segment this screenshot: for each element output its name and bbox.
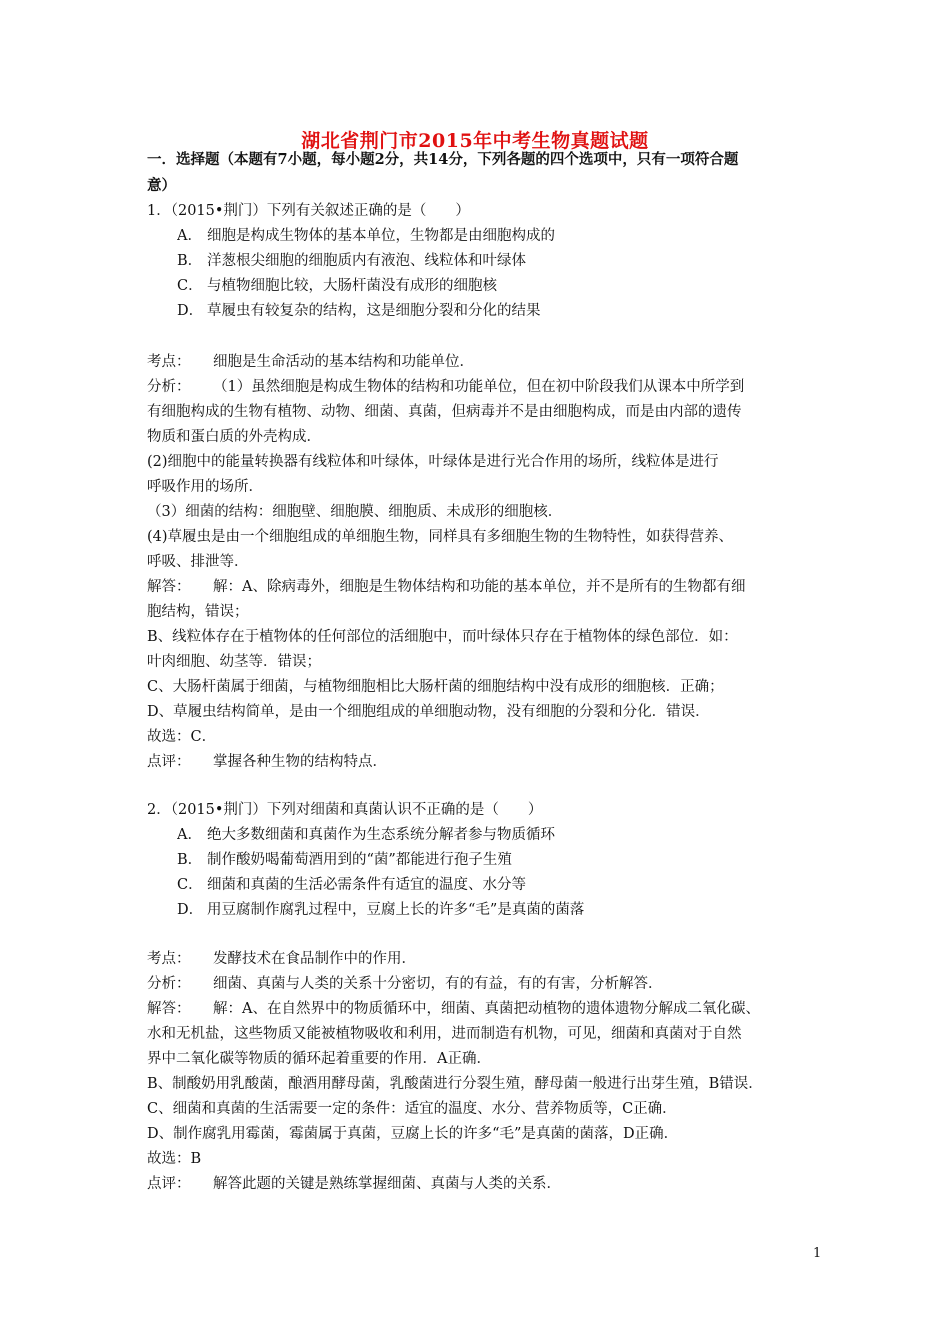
- q2-option-b-letter: B．: [177, 852, 203, 868]
- q2-jieda: [147, 999, 827, 1019]
- q1-jieda-line3: B、线粒体存在于植物体的任何部位的活细胞中，而叶绿体只存在于植物体的绿色部位．如：: [147, 629, 738, 645]
- q2-fenxi-label: 分析：: [147, 976, 191, 992]
- q2-dianping-label: 点评：: [147, 1176, 191, 1192]
- q1-kaodian-text: 细胞是生命活动的基本结构和功能单位．: [213, 354, 474, 370]
- q1-fenxi-line3: 物质和蛋白质的外壳构成．: [147, 429, 321, 445]
- q1-fenxi-line1: （1）虽然细胞是构成生物体的结构和功能单位，但在初中阶段我们从课本中所学到: [213, 379, 745, 395]
- q2-jieda-line1: 解：A、在自然界中的物质循环中，细菌、真菌把动植物的遗体遗物分解成二氧化碳、: [213, 1001, 760, 1017]
- q2-dianping: [147, 1174, 827, 1194]
- q2-option-b-text: 制作酸奶喝葡萄酒用到的“菌”都能进行孢子生殖: [207, 852, 512, 868]
- q1-jieda-line2: 胞结构，错误；: [147, 604, 249, 620]
- q2-jieda-line6: D、制作腐乳用霉菌，霉菌属于真菌，豆腐上长的许多“毛”是真菌的菌落，D正确．: [147, 1126, 679, 1142]
- q2-jieda-label: 解答：: [147, 1001, 191, 1017]
- q2-option-d-letter: D．: [177, 902, 204, 918]
- q2-jieda-line5: C、细菌和真菌的生活需要一定的条件：适宜的温度、水分、营养物质等，C正确．: [147, 1101, 677, 1117]
- q1-kaodian: [147, 352, 827, 372]
- q1-stem: 1．（2015•荆门）下列有关叙述正确的是（ ）: [147, 203, 470, 219]
- q1-option-b-letter: B．: [177, 253, 203, 269]
- q1-option-b-text: 洋葱根尖细胞的细胞质内有液泡、线粒体和叶绿体: [207, 253, 526, 269]
- q2-jieda-line4: B、制酸奶用乳酸菌，酿酒用酵母菌，乳酸菌进行分裂生殖，酵母菌一般进行出芽生殖，B错误．: [147, 1076, 763, 1092]
- section-heading-line2: 意）: [147, 177, 176, 194]
- q1-fenxi-line8: 呼吸、排泄等．: [147, 554, 249, 570]
- q2-kaodian-text: 发酵技术在食品制作中的作用．: [213, 951, 416, 967]
- q1-kaodian-label: 考点：: [147, 354, 191, 370]
- q2-option-c-text: 细菌和真菌的生活必需条件有适宜的温度、水分等: [207, 877, 526, 893]
- q1-option-c: [177, 276, 857, 296]
- q2-fenxi-text: 细菌、真菌与人类的关系十分密切，有的有益，有的有害，分析解答．: [213, 976, 663, 992]
- q1-jieda-line5: C、大肠杆菌属于细菌，与植物细胞相比大肠杆菌的细胞结构中没有成形的细胞核．正确；: [147, 679, 724, 695]
- section-heading-line1: 一．选择题（本题有7小题，每小题2分，共14分，下列各题的四个选项中，只有一项符合题: [147, 151, 739, 168]
- q1-option-a: [177, 226, 857, 246]
- document-title: 湖北省荆门市2015年中考生物真题试题: [301, 130, 649, 152]
- q2-stem: 2．（2015•荆门）下列对细菌和真菌认识不正确的是（ ）: [147, 802, 543, 818]
- q1-fenxi-line4: (2)细胞中的能量转换器有线粒体和叶绿体，叶绿体是进行光合作用的场所，线粒体是进行: [147, 454, 719, 470]
- q1-dianping: [147, 752, 827, 772]
- q1-fenxi-line6: （3）细菌的结构：细胞壁、细胞膜、细胞质、未成形的细胞核．: [147, 504, 563, 520]
- q2-kaodian-label: 考点：: [147, 951, 191, 967]
- q2-option-a-letter: A．: [177, 827, 202, 843]
- q2-kaodian: [147, 949, 827, 969]
- q1-dianping-label: 点评：: [147, 754, 191, 770]
- q1-jieda-label: 解答：: [147, 579, 191, 595]
- q1-option-d-letter: D．: [177, 303, 204, 319]
- q1-fenxi-label: 分析：: [147, 379, 191, 395]
- q1-jieda-line6: D、草履虫结构简单，是由一个细胞组成的单细胞动物，没有细胞的分裂和分化．错误．: [147, 704, 710, 720]
- q2-option-a-text: 绝大多数细菌和真菌作为生态系统分解者参与物质循环: [207, 827, 555, 843]
- q1-option-b: [177, 251, 857, 271]
- q1-fenxi-line2: 有细胞构成的生物有植物、动物、细菌、真菌，但病毒并不是由细胞构成，而是由内部的遗传: [147, 404, 742, 420]
- q1-option-d: [177, 301, 857, 321]
- q1-fenxi: [147, 377, 827, 397]
- q2-option-c: [177, 875, 857, 895]
- q2-jieda-line2: 水和无机盐，这些物质又能被植物吸收和利用，进而制造有机物，可见，细菌和真菌对于自然: [147, 1026, 742, 1042]
- q2-option-b: [177, 850, 857, 870]
- q1-option-c-letter: C．: [177, 278, 203, 294]
- q1-fenxi-line5: 呼吸作用的场所．: [147, 479, 263, 495]
- q1-option-d-text: 草履虫有较复杂的结构，这是细胞分裂和分化的结果: [207, 303, 541, 319]
- q1-jieda: [147, 577, 827, 597]
- q2-dianping-text: 解答此题的关键是熟练掌握细菌、真菌与人类的关系．: [213, 1176, 561, 1192]
- q2-jieda-line7: 故选：B: [147, 1151, 202, 1167]
- q1-jieda-line4: 叶肉细胞、幼茎等．错误；: [147, 654, 321, 670]
- q2-option-c-letter: C．: [177, 877, 203, 893]
- q1-option-a-letter: A．: [177, 228, 202, 244]
- q2-option-d-text: 用豆腐制作腐乳过程中，豆腐上长的许多“毛”是真菌的菌落: [207, 902, 585, 918]
- q2-fenxi: [147, 974, 827, 994]
- page-number: 1: [813, 1246, 822, 1261]
- q1-jieda-line7: 故选：C．: [147, 729, 217, 745]
- q1-option-c-text: 与植物细胞比较，大肠杆菌没有成形的细胞核: [207, 278, 497, 294]
- q2-option-a: [177, 825, 857, 845]
- q2-option-d: [177, 900, 857, 920]
- q1-option-a-text: 细胞是构成生物体的基本单位，生物都是由细胞构成的: [207, 228, 555, 244]
- q1-fenxi-line7: (4)草履虫是由一个细胞组成的单细胞生物，同样具有多细胞生物的生物特性，如获得营养、: [147, 529, 734, 545]
- q1-dianping-text: 掌握各种生物的结构特点．: [213, 754, 387, 770]
- q1-jieda-line1: 解：A、除病毒外，细胞是生物体结构和功能的基本单位，并不是所有的生物都有细: [213, 579, 746, 595]
- q2-jieda-line3: 界中二氧化碳等物质的循环起着重要的作用．A正确．: [147, 1051, 491, 1067]
